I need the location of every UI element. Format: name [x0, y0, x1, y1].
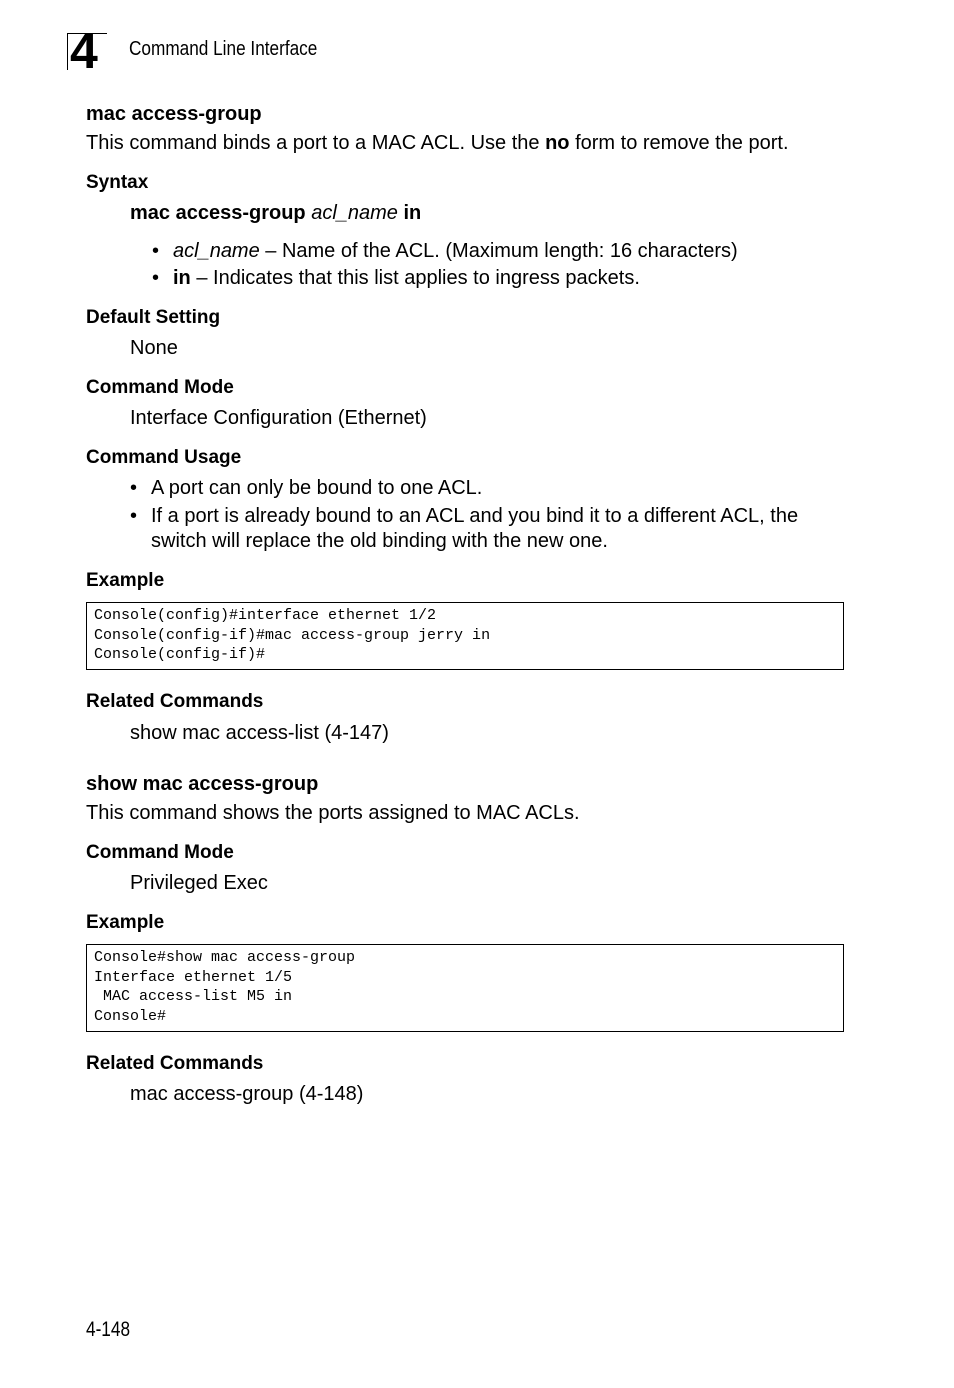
- code-line: MAC access-list M5 in: [94, 988, 293, 1005]
- syntax-param-item: in – Indicates that this list applies to ingress packets.: [173, 267, 640, 289]
- related-command-link: mac access-group (4-148): [130, 1083, 364, 1105]
- example-heading: Example: [86, 570, 165, 591]
- code-line: Console(config)#interface ethernet 1/2: [94, 607, 437, 624]
- example-code-block: [86, 944, 844, 1032]
- example-code-block: [86, 602, 844, 670]
- code-line: Console#show mac access-group: [94, 949, 356, 966]
- command-title: show mac access-group: [86, 773, 319, 795]
- syntax-param-item: acl_name – Name of the ACL. (Maximum length: 16 characters): [173, 240, 738, 262]
- code-line: Console(config-if)#mac access-group jerry in: [94, 626, 491, 644]
- bullet-icon: •: [152, 267, 160, 289]
- command-mode-heading: Command Mode: [86, 377, 234, 398]
- syntax-heading: Syntax: [86, 172, 149, 193]
- code-line: Interface ethernet 1/5: [94, 968, 293, 986]
- bullet-icon: •: [152, 240, 160, 262]
- default-setting-value: None: [130, 337, 178, 359]
- running-header: Command Line Interface: [129, 38, 318, 60]
- command-description: This command binds a port to a MAC ACL. Use the no form to remove the port.: [86, 132, 789, 154]
- command-description: This command shows the ports assigned to MAC ACLs.: [86, 802, 580, 824]
- related-commands-heading: Related Commands: [86, 1053, 264, 1074]
- page-number: 4-148: [86, 1318, 131, 1341]
- syntax-line: mac access-group acl_name in: [130, 202, 422, 224]
- usage-item-continued: switch will replace the old binding with the new one.: [151, 530, 608, 552]
- command-mode-heading: Command Mode: [86, 842, 234, 863]
- code-line: Console(config-if)#: [94, 646, 266, 663]
- bullet-icon: •: [130, 505, 138, 527]
- usage-item: If a port is already bound to an ACL and you bind it to a different ACL, the: [151, 505, 799, 527]
- code-line: Console#: [94, 1007, 167, 1025]
- command-mode-value: Privileged Exec: [130, 872, 268, 894]
- usage-item: A port can only be bound to one ACL.: [151, 477, 483, 499]
- command-title: mac access-group: [86, 103, 262, 125]
- chapter-number: 4: [70, 23, 97, 79]
- bullet-icon: •: [130, 477, 138, 499]
- related-commands-heading: Related Commands: [86, 691, 264, 712]
- default-setting-heading: Default Setting: [86, 307, 221, 328]
- command-mode-value: Interface Configuration (Ethernet): [130, 407, 427, 429]
- command-usage-heading: Command Usage: [86, 447, 242, 468]
- example-heading: Example: [86, 912, 165, 933]
- related-command-link: show mac access-list (4-147): [130, 722, 389, 744]
